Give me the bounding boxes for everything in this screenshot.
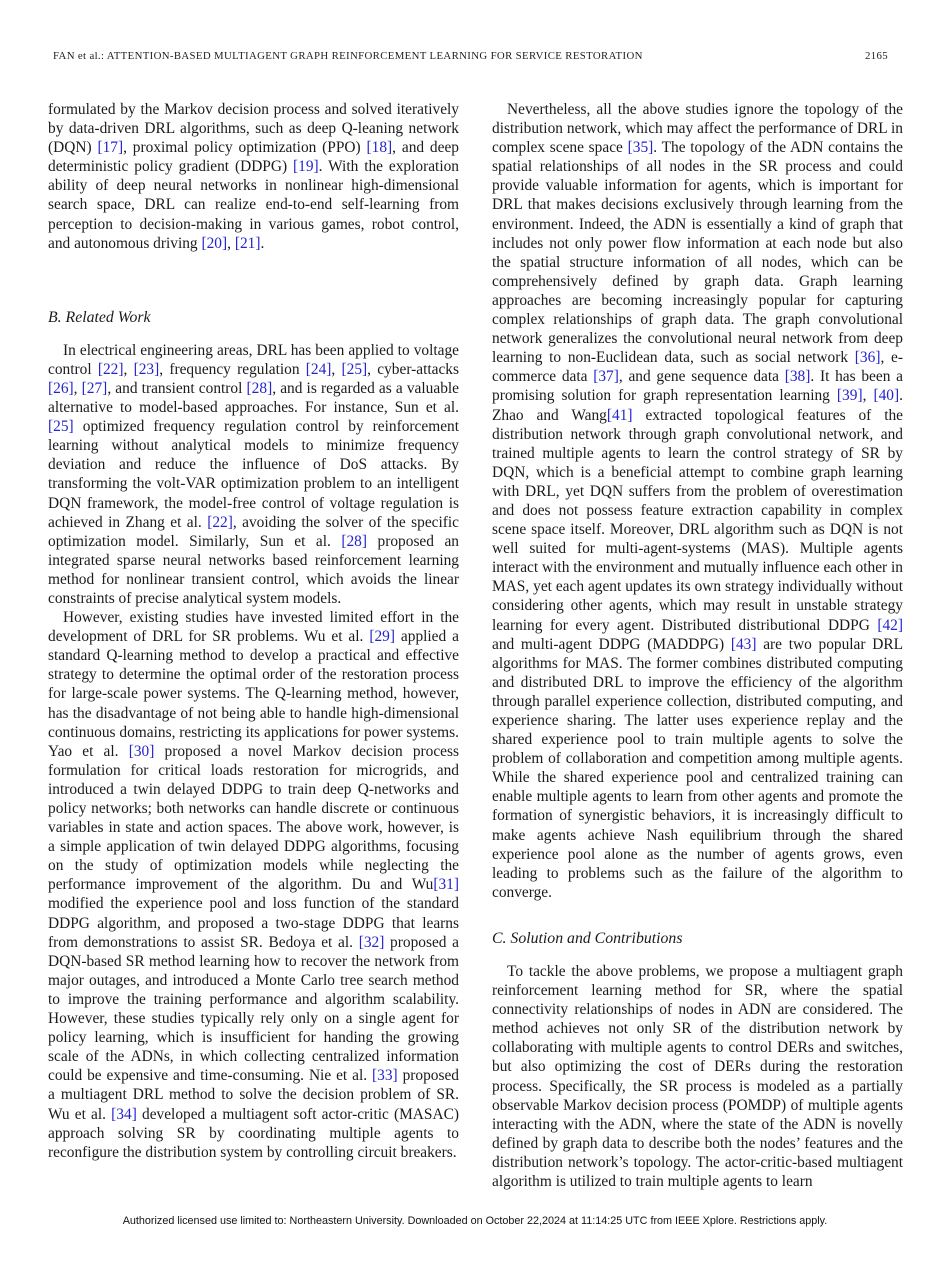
citation-link[interactable]: [28]	[246, 379, 273, 397]
citation-link[interactable]: [30]	[128, 742, 155, 760]
citation-link[interactable]: [21]	[234, 234, 261, 252]
citation-link[interactable]: [32]	[358, 933, 385, 951]
citation-link[interactable]: [35]	[627, 139, 654, 157]
citation-link[interactable]: [23]	[133, 360, 160, 378]
citation-link[interactable]: [17]	[97, 139, 124, 157]
citation-link[interactable]: [39]	[836, 387, 863, 405]
running-head-title: FAN et al.: ATTENTION-BASED MULTIAGENT GRAPH REINFORCEMENT LEARNING FOR SERVICE RESTORATION	[53, 50, 643, 62]
citation-link[interactable]: [19]	[293, 158, 319, 176]
citation-link[interactable]: [38]	[784, 368, 811, 386]
citation-link[interactable]: [27]	[81, 379, 108, 397]
citation-link[interactable]: [22]	[207, 513, 233, 531]
citation-link[interactable]: [26]	[48, 379, 74, 397]
right-column	[492, 100, 903, 1191]
citation-link[interactable]: [31]	[433, 876, 459, 894]
section-heading-related-work: B. Related Work	[48, 308, 151, 326]
citation-link[interactable]: [37]	[593, 368, 619, 386]
citation-link[interactable]: [33]	[372, 1067, 398, 1085]
citation-link[interactable]: [18]	[366, 139, 393, 157]
citation-link[interactable]: [41]	[606, 406, 633, 424]
citation-link[interactable]: [25]	[48, 418, 74, 436]
citation-link[interactable]: [25]	[341, 360, 368, 378]
license-notice: Authorized licensed use limited to: Northeastern University. Downloaded on October 22,2024 at 11:14:25 UTC from IEEE Xplore. Restrictions apply.	[122, 1215, 828, 1227]
citation-link[interactable]: [36]	[854, 349, 881, 367]
body-paragraph: In electrical engineering areas, DRL has been applied to voltage control [22], [23], frequency regulation [24], [25], cyber-attacks [26], [27], and transient control [28], and is regarded as a valuable alternative to model-based approaches. For instance, Sun et al. [25] optimized frequency regulation control by reinforcement learning without analytical models to minimize frequency deviation and reduce the influence of DoS attacks. By transforming the volt-VAR optimization problem to an intelligent DQN framework, the model-free control of voltage regulation is achieved in Zhang et al. [22], avoiding the solver of the specific optimization model. Similarly, Sun et al. [28] proposed an integrated sparse neural networks based reinforcement learning method for nonlinear transient control, which avoids the linear constraints of precise analytical system models.	[48, 341, 460, 607]
page-number: 2165	[865, 50, 888, 62]
body-paragraph: However, existing studies have invested limited effort in the development of DRL for SR problems. Wu et al. [29] applied a standard Q-learning method to develop a practical and effective strategy to determine the optimal order of the restoration process for large-scale power systems. The Q-learning method, however, has the disadvantage of not being able to handle high-dimensional continuous domains, restricting its applications for power systems. Yao et al. [30] proposed a novel Markov decision process formulation for critical loads restoration for microgrids, and introduced a twin delayed DDPG to train deep Q-networks and policy networks; both networks can handle discrete or continuous variables in state and action spaces. The above work, however, is a simple application of twin delayed DDPG algorithms, focusing on the study of optimization models while neglecting the performance improvement of the algorithm. Du and Wu[31] modified the experience pool and loss function of the standard DDPG algorithm, and proposed a two-stage DDPG that learns from demonstrations to assist SR. Bedoya et al. [32] proposed a DQN-based SR method learning how to recover the network from major outages, and introduced a Monte Carlo tree search method to improve the training performance and algorithm scalability. However, these studies typically rely only on a single agent for policy learning, which is insufficient for handing the growing scale of the ADNs, in which collecting centralized information could be expensive and time-consuming. Nie et al. [33] proposed a multiagent DRL method to solve the decision problem of SR. Wu et al. [34] developed a multiagent soft actor-critic (MASAC) approach solving SR by coordinating multiple agents to reconfigure the distribution system by controlling circuit breakers.	[48, 609, 460, 1161]
citation-link[interactable]: [29]	[369, 628, 395, 646]
body-paragraph: To tackle the above problems, we propose a multiagent graph reinforcement learning method for SR, where the spatial connectivity relationships of nodes in ADN are considered. The method achieves not only SR of the distribution network by collaborating with multiple agents to control DERs and switches, but also optimizing the cost of DERs during the restoration process. Specifically, the SR process is modeled as a partially observable Markov decision process (POMDP) of multiple agents interacting with the ADN, where the state of the ADN is novelly defined by graph data to describe both the nodes’ features and the distribution network’s topology. The actor-critic-based multiagent algorithm is utilized to train multiple agents to learn	[492, 962, 903, 1190]
citation-link[interactable]: [20]	[201, 234, 228, 252]
citation-link[interactable]: [28]	[341, 532, 368, 550]
two-column-body	[48, 100, 903, 1191]
citation-link[interactable]: [22]	[97, 360, 124, 378]
citation-link[interactable]: [40]	[873, 387, 900, 405]
citation-link[interactable]: [43]	[730, 635, 757, 653]
citation-link[interactable]: [24]	[305, 360, 332, 378]
citation-link[interactable]: [34]	[111, 1105, 137, 1123]
left-column	[48, 100, 459, 1191]
citation-link[interactable]: [42]	[877, 616, 903, 634]
license-footer	[0, 1215, 950, 1227]
body-paragraph: Nevertheless, all the above studies ignore the topology of the distribution network, which may affect the performance of DRL in complex scene space [35]. The topology of the ADN contains the spatial relationships of all nodes in the SR process and could provide valuable information for agents, which is important for DRL that makes decisions exclusively through learning from the environment. Indeed, the ADN is essentially a kind of graph that includes not only power flow information at each node but also the spatial structure information of all nodes, which can be comprehensively defined by graph data. Graph learning approaches are becoming increasingly popular for capturing complex relationships of graph data. The graph convolutional network generalizes the convolutional neural network from deep learning to non-Euclidean data, such as social network [36], e-commerce data [37], and gene sequence data [38]. It has been a promising solution for graph representation learning [39], [40]. Zhao and Wang[41] extracted topological features of the distribution network through graph convolutional network, and trained multiple agents to learn the control strategy of SR by DQN, which is a beneficial attempt to combine graph learning with DRL, yet DQN suffers from the problem of overestimation and does not possess feature extraction capability in complex scene space itself. Moreover, DRL algorithm such as DQN is not well suited for multi-agent-systems (MAS). Multiple agents interact with the environment and mutually influence each other in MAS, yet each agent updates its own strategy individually without considering other agents, which may result in unstable strategy learning for every agent. Distributed distributional DDPG [42] and multi-agent DDPG (MADDPG) [43] are two popular DRL algorithms for MAS. The former combines distributed computing and distributed DRL to improve the efficiency of the algorithm through parallel experience collection, distributed computing, and experience sharing. The latter uses experience replay and the shared experience pool to train multiple agents to solve the problem of collaboration and competition among multiple agents. While the shared experience pool and centralized training can enable multiple agents to learn from other agents and promote the formation of synergistic behaviors, it is increasingly difficult to make agents achieve Nash equilibrium through the shared experience pool alone as the number of agents grows, even leading to problems such as the failure of the algorithm to converge.	[492, 101, 904, 901]
body-paragraph: formulated by the Markov decision process and solved iteratively by data-driven DRL algorithms, such as deep Q-leaning network (DQN) [17], proximal policy optimization (PPO) [18], and deep deterministic policy gradient (DDPG) [19]. With the exploration ability of deep neural networks in nonlinear high-dimensional search space, DRL can realize end-to-end self-learning from perception to decision-making in various games, robot control, and autonomous driving [20], [21].	[48, 101, 459, 252]
running-head	[53, 50, 888, 62]
section-heading-solution-contributions: C. Solution and Contributions	[492, 929, 683, 947]
